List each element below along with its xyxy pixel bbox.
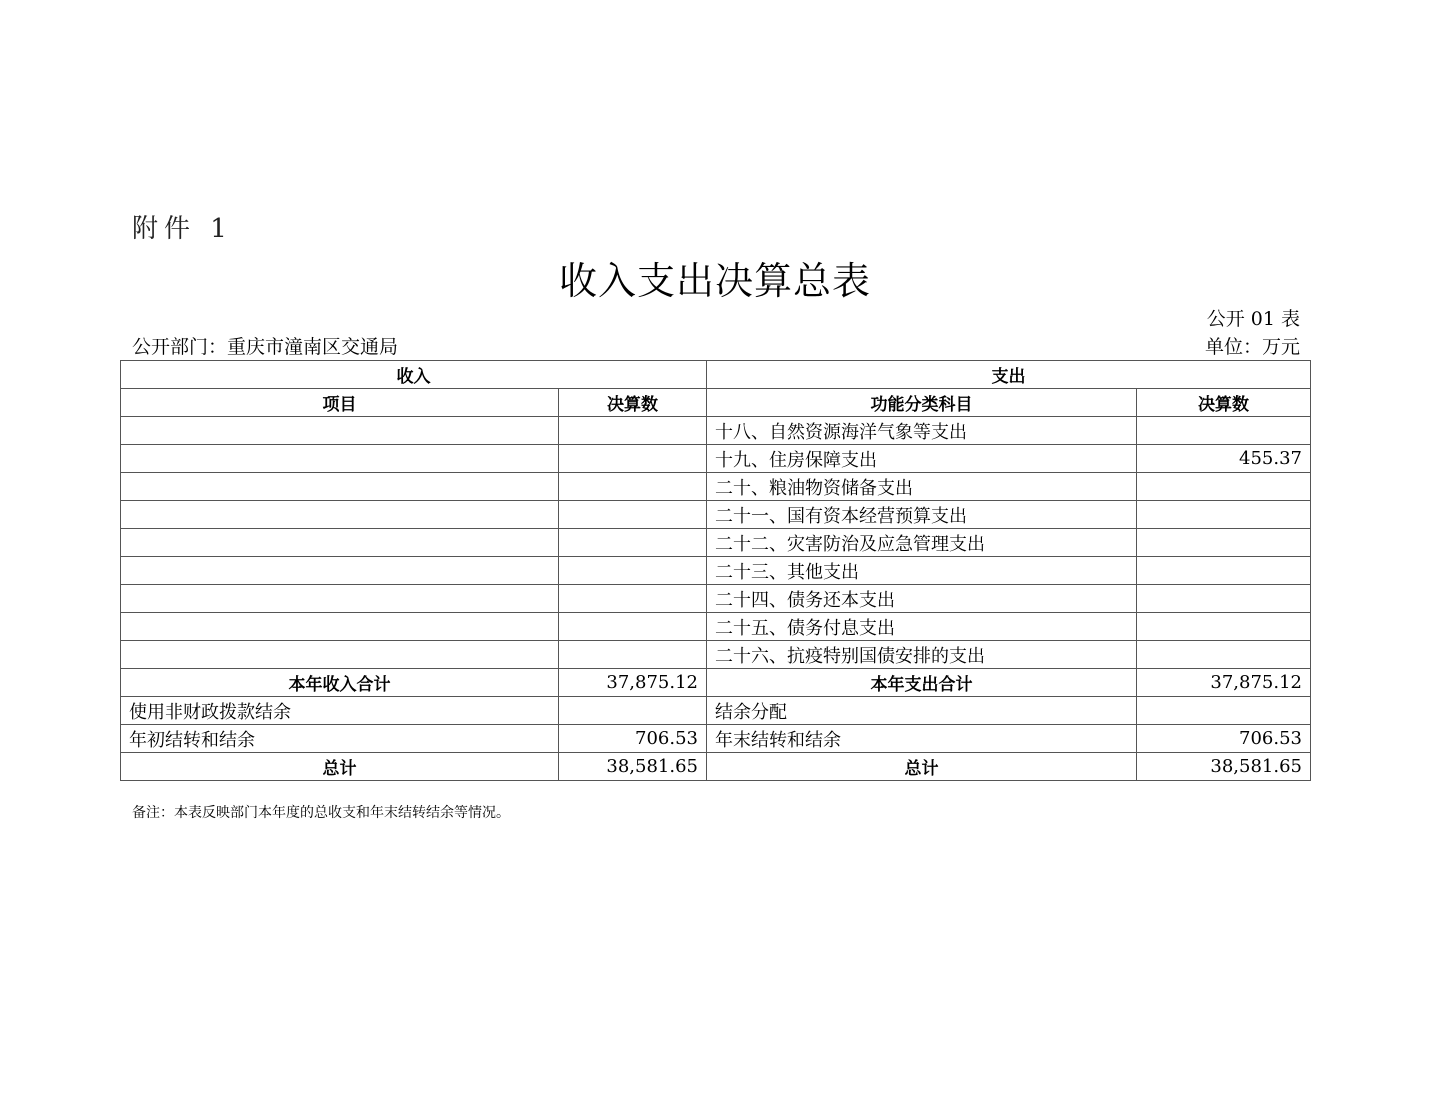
expense-amount-cell bbox=[1137, 585, 1311, 613]
income-item-cell bbox=[121, 417, 559, 445]
expense-amount-cell bbox=[1137, 613, 1311, 641]
page-title: 收入支出决算总表 bbox=[558, 259, 871, 303]
expense-total-label: 总计 bbox=[707, 753, 1137, 781]
subtotal-row bbox=[121, 669, 1311, 697]
income-item-cell: 年初结转和结余 bbox=[121, 725, 559, 753]
income-item-cell bbox=[121, 613, 559, 641]
expense-item-cell: 二十四、债务还本支出 bbox=[707, 585, 1137, 613]
income-amount-cell bbox=[559, 613, 707, 641]
table-column-header-row bbox=[121, 389, 1311, 417]
table-group-header-row bbox=[121, 361, 1311, 389]
attachment-label: 附件 1 bbox=[132, 214, 233, 244]
unit-label: 单位：万元 bbox=[1204, 336, 1300, 358]
table-row bbox=[121, 613, 1311, 641]
income-item-cell bbox=[121, 557, 559, 585]
income-item-cell bbox=[121, 641, 559, 669]
income-amount-cell bbox=[559, 557, 707, 585]
expense-item-cell: 十八、自然资源海洋气象等支出 bbox=[707, 417, 1137, 445]
income-item-cell bbox=[121, 529, 559, 557]
income-item-cell bbox=[121, 585, 559, 613]
income-amount-cell: 706.53 bbox=[559, 725, 707, 753]
expense-item-cell: 二十二、灾害防治及应急管理支出 bbox=[707, 529, 1137, 557]
expense-amount-header: 决算数 bbox=[1137, 389, 1311, 417]
expense-subtotal-label: 本年支出合计 bbox=[707, 669, 1137, 697]
expense-subtotal-amount: 37,875.12 bbox=[1137, 669, 1311, 697]
income-item-cell bbox=[121, 473, 559, 501]
income-amount-header: 决算数 bbox=[559, 389, 707, 417]
expense-amount-cell: 706.53 bbox=[1137, 725, 1311, 753]
income-amount-cell bbox=[559, 697, 707, 725]
income-amount-cell bbox=[559, 529, 707, 557]
income-item-header: 项目 bbox=[121, 389, 559, 417]
expense-total-amount: 38,581.65 bbox=[1137, 753, 1311, 781]
table-code: 公开 01 表 bbox=[1206, 308, 1300, 330]
expense-amount-cell bbox=[1137, 529, 1311, 557]
income-subtotal-label: 本年收入合计 bbox=[121, 669, 559, 697]
income-total-amount: 38,581.65 bbox=[559, 753, 707, 781]
expense-item-cell: 二十六、抗疫特别国债安排的支出 bbox=[707, 641, 1137, 669]
expense-amount-cell bbox=[1137, 641, 1311, 669]
table-row bbox=[121, 417, 1311, 445]
expense-item-cell: 年末结转和结余 bbox=[707, 725, 1137, 753]
table-row bbox=[121, 557, 1311, 585]
income-subtotal-amount: 37,875.12 bbox=[559, 669, 707, 697]
income-amount-cell bbox=[559, 585, 707, 613]
expense-amount-cell: 455.37 bbox=[1137, 445, 1311, 473]
expense-item-cell: 二十一、国有资本经营预算支出 bbox=[707, 501, 1137, 529]
expense-item-cell: 二十五、债务付息支出 bbox=[707, 613, 1137, 641]
expense-item-cell: 十九、住房保障支出 bbox=[707, 445, 1137, 473]
table-row bbox=[121, 445, 1311, 473]
expense-item-cell: 二十、粮油物资储备支出 bbox=[707, 473, 1137, 501]
income-amount-cell bbox=[559, 501, 707, 529]
total-row bbox=[121, 753, 1311, 781]
income-amount-cell bbox=[559, 473, 707, 501]
table-row bbox=[121, 725, 1311, 753]
table-row bbox=[121, 585, 1311, 613]
table-row bbox=[121, 473, 1311, 501]
expense-amount-cell bbox=[1137, 417, 1311, 445]
expense-item-header: 功能分类科目 bbox=[707, 389, 1137, 417]
expense-group-header: 支出 bbox=[707, 361, 1311, 389]
table-row bbox=[121, 697, 1311, 725]
income-item-cell bbox=[121, 501, 559, 529]
expense-amount-cell bbox=[1137, 473, 1311, 501]
table-row bbox=[121, 641, 1311, 669]
expense-amount-cell bbox=[1137, 697, 1311, 725]
department-label: 公开部门：重庆市潼南区交通局 bbox=[132, 336, 399, 358]
income-expense-table bbox=[120, 360, 1311, 781]
income-amount-cell bbox=[559, 417, 707, 445]
table-row bbox=[121, 529, 1311, 557]
income-item-cell: 使用非财政拨款结余 bbox=[121, 697, 559, 725]
income-group-header: 收入 bbox=[121, 361, 707, 389]
expense-item-cell: 结余分配 bbox=[707, 697, 1137, 725]
income-amount-cell bbox=[559, 641, 707, 669]
income-amount-cell bbox=[559, 445, 707, 473]
income-item-cell bbox=[121, 445, 559, 473]
income-total-label: 总计 bbox=[121, 753, 559, 781]
expense-item-cell: 二十三、其他支出 bbox=[707, 557, 1137, 585]
footnote: 备注：本表反映部门本年度的总收支和年末结转结余等情况。 bbox=[132, 805, 510, 821]
expense-amount-cell bbox=[1137, 557, 1311, 585]
expense-amount-cell bbox=[1137, 501, 1311, 529]
table-row bbox=[121, 501, 1311, 529]
